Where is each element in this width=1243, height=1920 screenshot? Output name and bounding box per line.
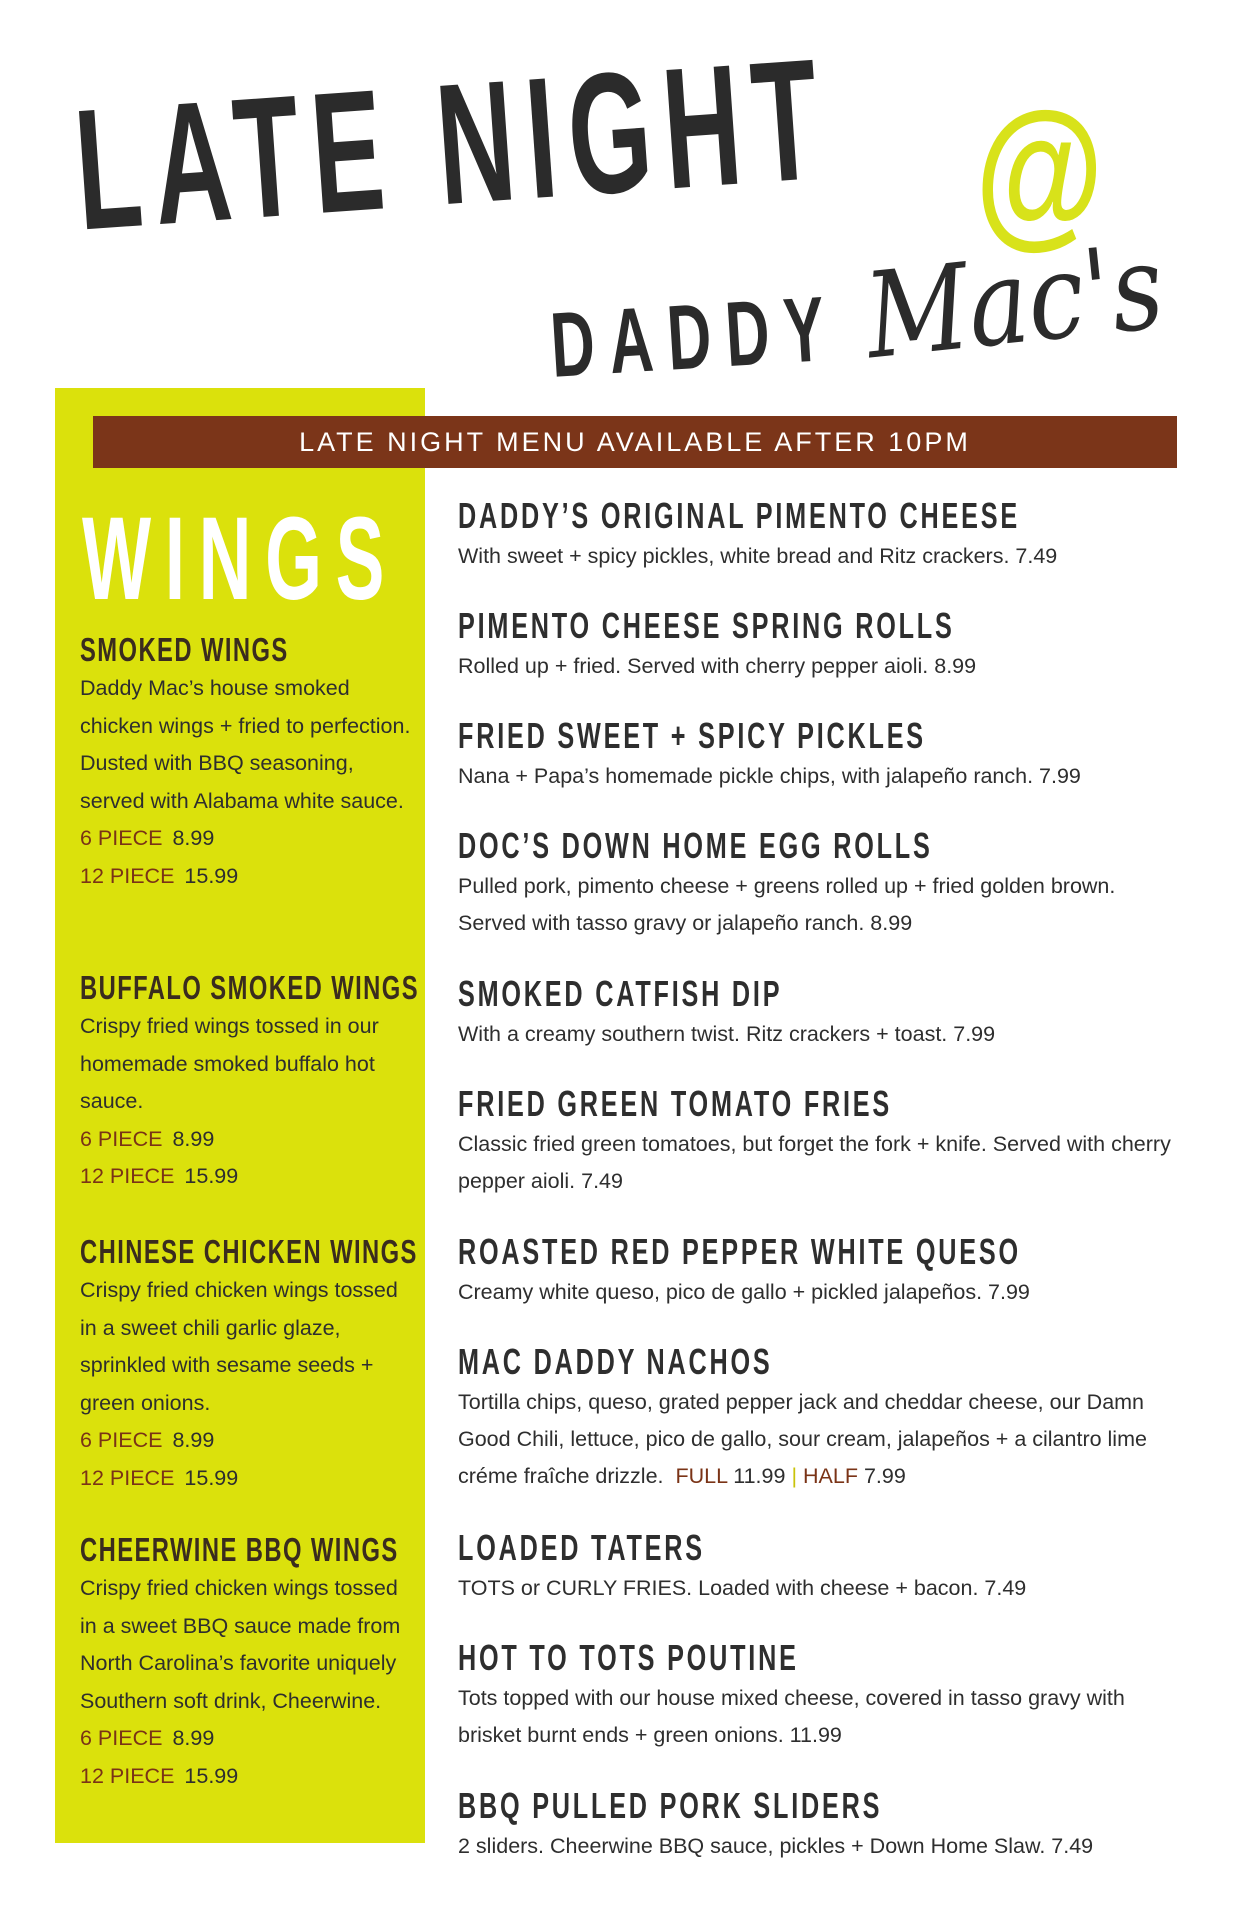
menu-item-name: MAC DADDY NACHOS — [458, 1341, 773, 1382]
menu-item-name: DADDY’S ORIGINAL PIMENTO CHEESE — [458, 495, 1020, 536]
wing-item-description: Daddy Mac’s house smoked chicken wings + fried to perfection. Dusted with BBQ seasoning, served with Alabama white sauce. — [80, 676, 411, 813]
menu-item — [458, 1232, 1188, 1311]
menu-item — [458, 1786, 1188, 1865]
price: 8.99 — [172, 826, 215, 850]
wing-item-name: CHEERWINE BBQ WINGS — [80, 1531, 399, 1568]
menu-item — [458, 826, 1188, 942]
menu-item-name: SMOKED CATFISH DIP — [458, 973, 783, 1014]
price: 15.99 — [184, 1763, 239, 1788]
menu-item-description: Tots topped with our house mixed cheese, covered in tasso gravy with brisket burnt ends + green onions. 11.99 — [458, 1686, 1125, 1747]
menu-item-description: With sweet + spicy pickles, white bread and Ritz crackers. 7.49 — [458, 544, 1058, 568]
half-price: 7.99 — [863, 1464, 906, 1488]
wing-item-description: Crispy fried wings tossed in our homemade smoked buffalo hot sauce. — [80, 1014, 379, 1113]
wing-item-buffalo — [80, 968, 419, 1196]
menu-item-name: DOC’S DOWN HOME EGG ROLLS — [458, 825, 933, 866]
menu-item-description: Pulled pork, pimento cheese + greens rolled up + fried golden brown. Served with tasso gravy or jalapeño ranch. 8.99 — [458, 874, 1116, 935]
price: 8.99 — [172, 1126, 215, 1151]
half-label: HALF — [803, 1464, 858, 1488]
menu-item — [458, 1342, 1188, 1495]
price: 15.99 — [184, 1465, 239, 1490]
price: 15.99 — [184, 1164, 239, 1188]
menu-item-name: FRIED GREEN TOMATO FRIES — [458, 1083, 893, 1124]
menu-item — [458, 1638, 1188, 1754]
piece-count: 6 PIECE — [80, 1428, 163, 1452]
price-row — [80, 1460, 415, 1498]
menu-item — [458, 716, 1188, 795]
menu-item — [458, 974, 1188, 1053]
nachos-description: Tortilla chips, queso, grated pepper jack and cheddar cheese, our Damn Good Chili, lettuce, pico de gallo, sour cream, jalapeños + a cilantro lime créme fraîche drizzle. — [458, 1390, 1147, 1488]
wing-item-name: SMOKED WINGS — [80, 631, 289, 668]
late-night-banner: LATE NIGHT MENU AVAILABLE AFTER 10PM — [93, 416, 1177, 468]
piece-count: 12 PIECE — [80, 1465, 175, 1490]
price-row — [80, 820, 415, 858]
piece-count: 6 PIECE — [80, 1126, 163, 1151]
menu-item — [458, 606, 1188, 685]
price: 15.99 — [184, 863, 239, 888]
price: 8.99 — [172, 1726, 215, 1750]
piece-count: 6 PIECE — [80, 826, 163, 850]
price-row — [80, 858, 415, 896]
full-price: 11.99 — [733, 1464, 786, 1488]
menu-item — [458, 496, 1188, 575]
wing-item-chinese — [80, 1232, 418, 1497]
wing-item-cheerwine — [80, 1530, 415, 1795]
piece-count: 6 PIECE — [80, 1726, 163, 1750]
menu-item-description: Rolled up + fried. Served with cherry pepper aioli. 8.99 — [458, 654, 977, 678]
menu-header — [0, 0, 1243, 397]
menu-item-name: ROASTED RED PEPPER WHITE QUESO — [458, 1231, 1021, 1272]
piece-count: 12 PIECE — [80, 1763, 175, 1788]
menu-item-description: With a creamy southern twist. Ritz crackers + toast. 7.99 — [458, 1022, 996, 1046]
price-row — [80, 1121, 415, 1159]
wing-item-name: CHINESE CHICKEN WINGS — [80, 1233, 418, 1270]
menu-item-name: PIMENTO CHEESE SPRING ROLLS — [458, 605, 955, 646]
price-row — [80, 1758, 415, 1796]
menu-item-name: LOADED TATERS — [458, 1527, 705, 1568]
full-label: FULL — [675, 1464, 728, 1488]
price-separator: | — [791, 1464, 798, 1488]
menu-item-description — [458, 1384, 1188, 1495]
title-late-night: LATE NIGHT — [69, 22, 837, 267]
title-at-symbol: @ — [975, 78, 1104, 262]
wing-item-name: BUFFALO SMOKED WINGS — [80, 969, 419, 1006]
menu-item-name: BBQ PULLED PORK SLIDERS — [458, 1785, 883, 1826]
menu-item — [458, 1084, 1188, 1200]
wing-item-smoked — [80, 630, 415, 895]
menu-item — [458, 1528, 1188, 1607]
title-daddy: DADDY — [547, 277, 842, 397]
price-row — [80, 1158, 415, 1196]
price-row — [80, 1422, 415, 1460]
title-macs-script: Mac's — [858, 216, 1170, 386]
menu-item-description: Nana + Papa’s homemade pickle chips, with jalapeño ranch. 7.99 — [458, 764, 1081, 788]
menu-item-description: Creamy white queso, pico de gallo + pickled jalapeños. 7.99 — [458, 1280, 1030, 1304]
menu-item-description: 2 sliders. Cheerwine BBQ sauce, pickles + Down Home Slaw. 7.49 — [458, 1834, 1094, 1858]
menu-item-description: TOTS or CURLY FRIES. Loaded with cheese + bacon. 7.49 — [458, 1576, 1027, 1600]
wing-item-description: Crispy fried chicken wings tossed in a sweet chili garlic glaze, sprinkled with sesame seeds + green onions. — [80, 1278, 398, 1415]
price: 8.99 — [172, 1428, 215, 1452]
menu-item-name: HOT TO TOTS POUTINE — [458, 1637, 799, 1678]
wing-item-description: Crispy fried chicken wings tossed in a sweet BBQ sauce made from North Carolina’s favorite uniquely Southern soft drink, Cheerwine. — [80, 1576, 401, 1713]
piece-count: 12 PIECE — [80, 863, 175, 888]
menu-item-name: FRIED SWEET + SPICY PICKLES — [458, 715, 926, 756]
price-row — [80, 1720, 415, 1758]
wings-section-title: WINGS — [82, 493, 399, 625]
piece-count: 12 PIECE — [80, 1164, 175, 1188]
menu-item-description: Classic fried green tomatoes, but forget the fork + knife. Served with cherry pepper aioli. 7.49 — [458, 1132, 1171, 1193]
